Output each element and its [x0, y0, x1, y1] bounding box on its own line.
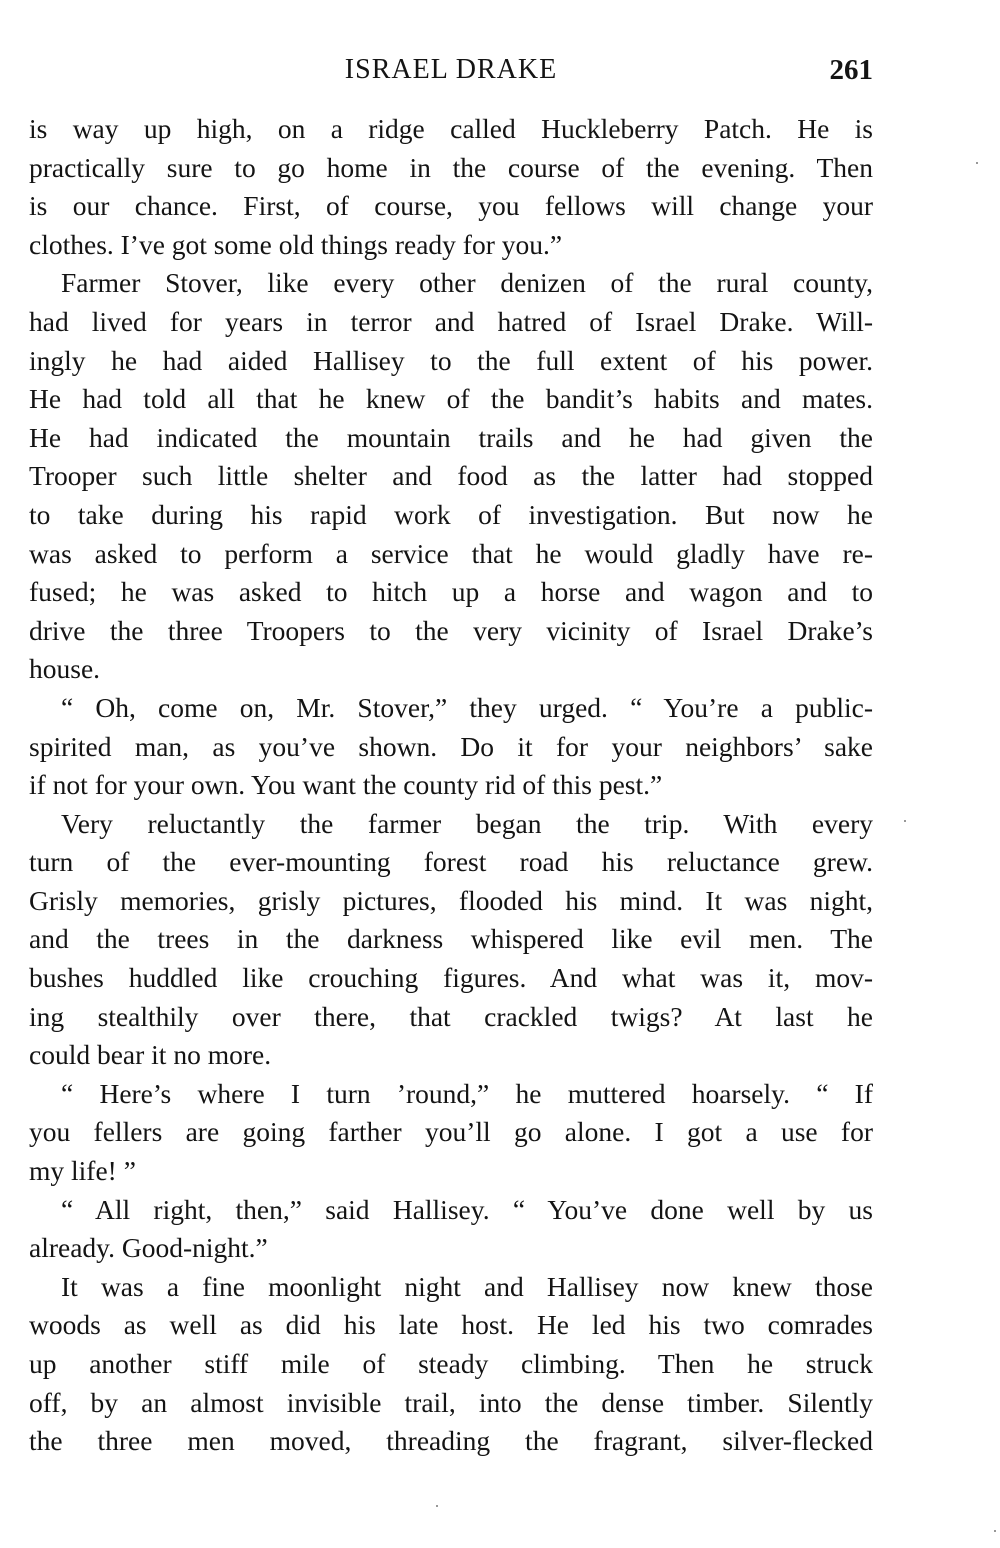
- text-line: you fellers are going farther you’ll go alone. I got a use for: [29, 1116, 873, 1148]
- text-line-last: already. Good-night.”: [29, 1232, 268, 1264]
- text-line: practically sure to go home in the course of the evening. Then: [29, 151, 873, 183]
- text-line-last: could bear it no more.: [29, 1039, 272, 1071]
- text-line: up another stiff mile of steady climbing. Then he struck: [29, 1348, 873, 1379]
- text-line: had lived for years in terror and hatred of Israel Drake. Will-: [29, 305, 873, 337]
- text-line-first: “ Here’s where I turn ’round,” he muttered hoarsely. “ If: [61, 1077, 873, 1109]
- text-line: drive the three Troopers to the very vicinity of Israel Drake’s: [29, 614, 873, 646]
- text-line: is way up high, on a ridge called Huckleberry Patch. He is: [29, 113, 873, 144]
- scan-speck: [976, 162, 978, 164]
- text-line-last: if not for your own. You want the county rid of this pest.”: [29, 769, 663, 801]
- text-line-last: my life! ”: [29, 1155, 136, 1187]
- text-line-last: house.: [29, 653, 101, 685]
- scan-speck: [994, 1530, 996, 1532]
- text-line-first: Farmer Stover, like every other denizen of the rural county,: [61, 267, 873, 299]
- body-text: [29, 110, 873, 1461]
- scan-speck: [436, 1505, 438, 1507]
- text-line: ing stealthily over there, that crackled twigs? At last he: [29, 1000, 873, 1032]
- text-line: woods as well as did his late host. He led his two comrades: [29, 1309, 873, 1341]
- text-line: is our chance. First, of course, you fellows will change your: [29, 190, 873, 222]
- running-head: [29, 52, 873, 92]
- text-line-first: “ Oh, come on, Mr. Stover,” they urged. “ You’re a public-: [61, 691, 873, 723]
- text-line: Grisly memories, grisly pictures, flooded his mind. It was night,: [29, 884, 873, 916]
- text-line-first: “ All right, then,” said Hallisey. “ You’ve done well by us: [61, 1193, 873, 1225]
- text-line: Trooper such little shelter and food as the latter had stopped: [29, 460, 873, 492]
- text-line: He had indicated the mountain trails and he had given the: [29, 421, 873, 453]
- page-number: 261: [829, 54, 873, 86]
- text-line: and the trees in the darkness whispered like evil men. The: [29, 923, 873, 955]
- text-line: off, by an almost invisible trail, into the dense timber. Silently: [29, 1386, 873, 1418]
- running-title: ISRAEL DRAKE: [344, 54, 558, 85]
- text-line-first: Very reluctantly the farmer began the trip. With every: [61, 807, 873, 839]
- text-line-last: clothes. I’ve got some old things ready for you.”: [29, 228, 563, 260]
- text-line: fused; he was asked to hitch up a horse and wagon and to: [29, 576, 873, 608]
- text-line: ingly he had aided Hallisey to the full extent of his power.: [29, 344, 873, 376]
- text-line: spirited man, as you’ve shown. Do it for your neighbors’ sake: [29, 730, 873, 762]
- text-line: He had told all that he knew of the bandit’s habits and mates.: [29, 383, 873, 415]
- text-line: was asked to perform a service that he would gladly have re-: [29, 537, 873, 569]
- text-line-first: It was a fine moonlight night and Hallisey now knew those: [61, 1270, 873, 1302]
- text-line: turn of the ever-mounting forest road his reluctance grew.: [29, 846, 873, 878]
- text-line: the three men moved, threading the fragrant, silver-flecked: [29, 1425, 873, 1457]
- text-line: bushes huddled like crouching figures. And what was it, mov-: [29, 962, 873, 994]
- text-line: to take during his rapid work of investigation. But now he: [29, 498, 873, 530]
- scan-speck: [904, 820, 906, 822]
